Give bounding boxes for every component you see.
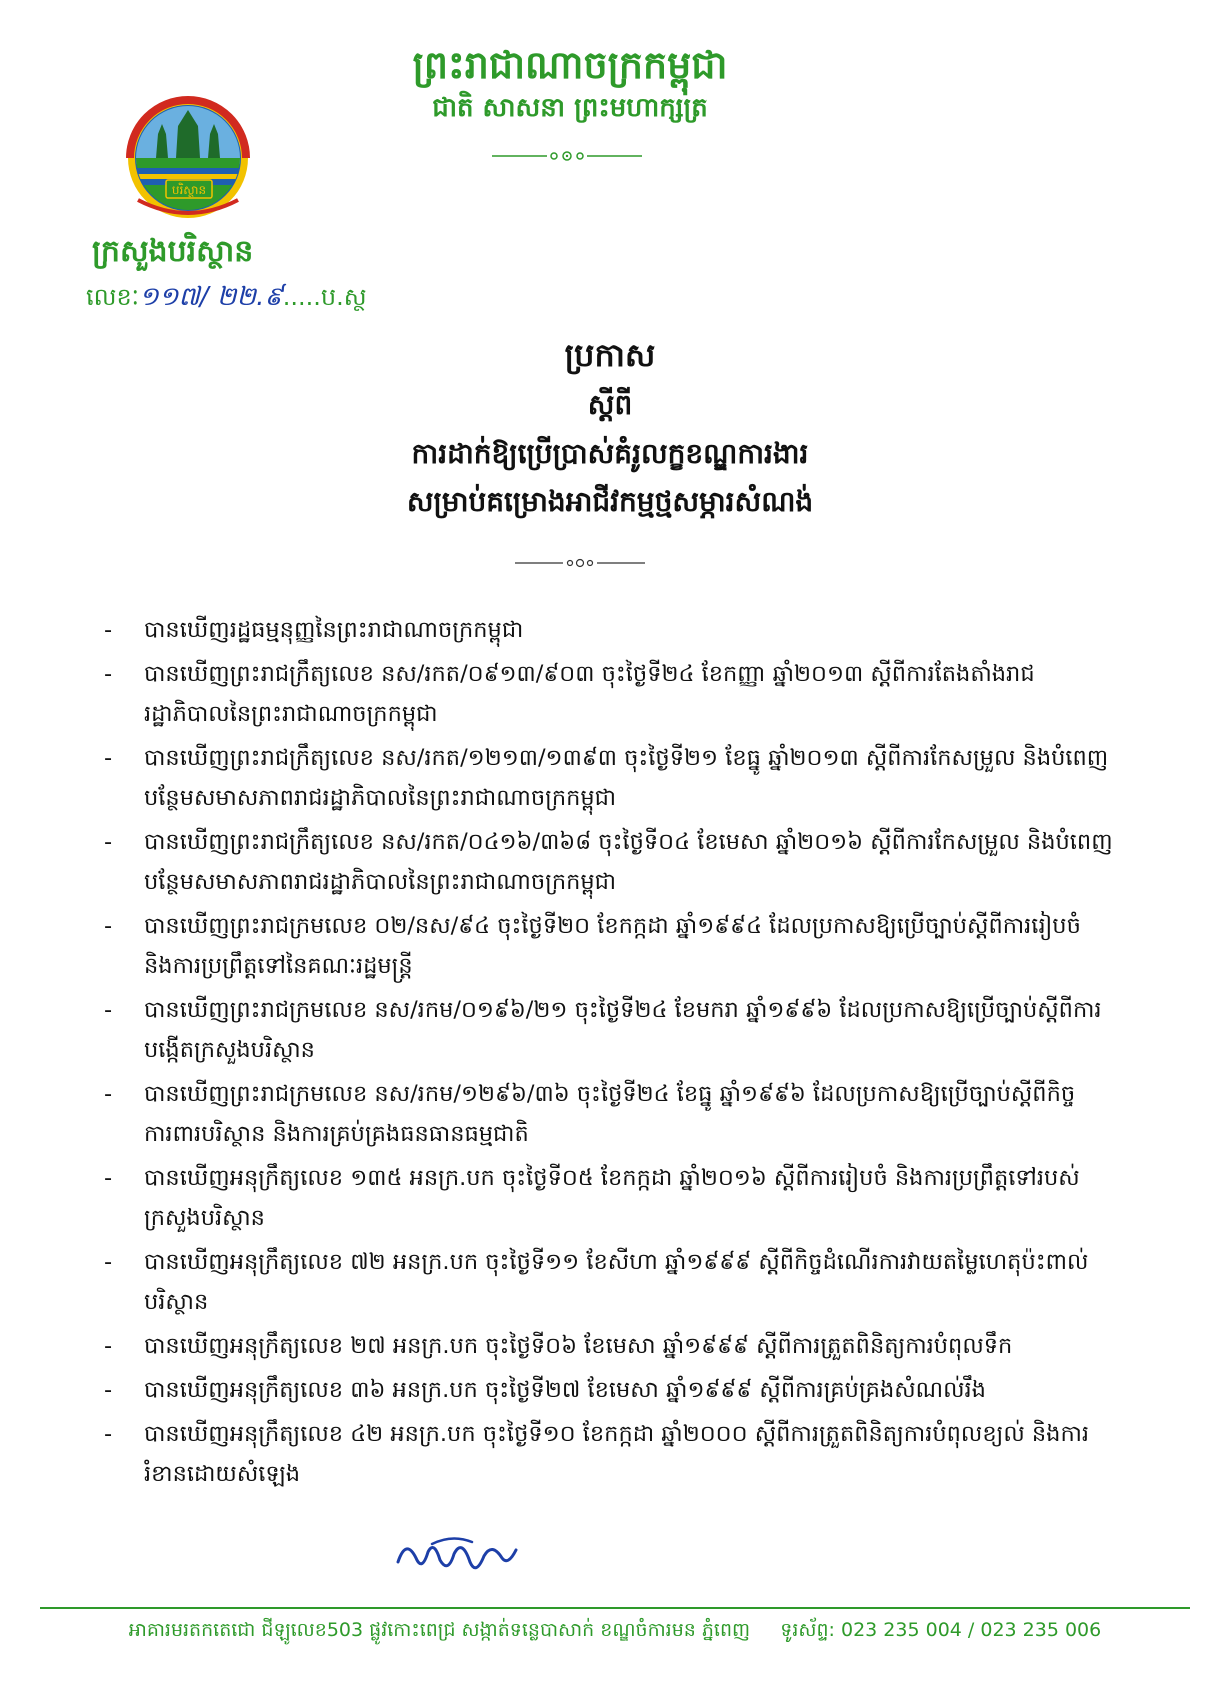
clause-marker: - xyxy=(104,1421,113,1447)
clause-text: បានឃើញព្រះរាជក្រមលេខ ០២/នស/៩៤ ចុះថ្ងៃទី២០ ខែកក្កដា ឆ្នាំ១៩៩៤ ដែលប្រកាសឱ្យប្រើច្បាប់ស្តីពីការរៀបចំ និងការប្រព្រឹត្តទៅនៃគណៈរដ្ឋមន្ត្រី xyxy=(144,913,1081,979)
kingdom-name: ព្រះរាជាណាចក្រកម្ពុជា xyxy=(412,43,728,87)
clause-text: បានឃើញអនុក្រឹត្យលេខ ៧២ អនក្រ.បក ចុះថ្ងៃទី១១ ខែសីហា ឆ្នាំ១៩៩៩ ស្តីពីកិច្ចដំណើរការវាយតម្លៃហេតុប៉ះពាល់បរិស្ថាន xyxy=(144,1249,1089,1315)
clause-text: បានឃើញព្រះរាជក្រឹត្យលេខ នស/រកត/០៤១៦/៣៦៨ ចុះថ្ងៃទី០៤ ខែមេសា ឆ្នាំ២០១៦ ស្តីពីការកែសម្រួល និងបំពេញបន្ថែមសមាសភាពរាជរដ្ឋាភិបាលនៃព្រះរាជាណាចក្រកម្ពុជា xyxy=(144,829,1113,895)
clause-marker: - xyxy=(104,997,113,1023)
ministry-name: ក្រសួងបរិស្ថាន xyxy=(92,234,254,269)
header-ornament xyxy=(492,148,642,164)
clause-item xyxy=(104,1370,1114,1410)
document-title xyxy=(300,330,920,526)
reference-prefix: លេខៈ xyxy=(86,283,140,311)
clause-item xyxy=(104,1242,1114,1322)
clause-text: បានឃើញអនុក្រឹត្យលេខ ៣៦ អនក្រ.បក ចុះថ្ងៃទី២៧ ខែមេសា ឆ្នាំ១៩៩៩ ស្តីពីការគ្រប់គ្រងសំណល់រឹង xyxy=(144,1377,986,1403)
clause-item xyxy=(104,654,1114,734)
clause-item xyxy=(104,1158,1114,1238)
clause-text: បានឃើញព្រះរាជក្រមលេខ នស/រកម/០១៩៦/២១ ចុះថ្ងៃទី២៤ ខែមករា ឆ្នាំ១៩៩៦ ដែលប្រកាសឱ្យប្រើច្បាប់ស្តីពីការបង្កើតក្រសួងបរិស្ថាន xyxy=(144,997,1102,1063)
footer xyxy=(40,1618,1190,1646)
clause-text: បានឃើញអនុក្រឹត្យលេខ ៤២ អនក្រ.បក ចុះថ្ងៃទី១០ ខែកក្កដា ឆ្នាំ២០០០ ស្តីពីការត្រួតពិនិត្យការបំពុលខ្យល់ និងការរំខានដោយសំឡេង xyxy=(144,1421,1090,1487)
subject-line-2: សម្រាប់គម្រោងអាជីវកម្មថ្មសម្ភារសំណង់ xyxy=(406,485,814,518)
clause-marker: - xyxy=(104,617,113,643)
title-ornament xyxy=(515,556,645,570)
clause-marker: - xyxy=(104,1165,113,1191)
clause-item xyxy=(104,1326,1114,1366)
clause-text: បានឃើញរដ្ឋធម្មនុញ្ញនៃព្រះរាជាណាចក្រកម្ពុជា xyxy=(144,617,524,643)
clause-item xyxy=(104,610,1114,650)
clause-marker: - xyxy=(104,745,113,771)
clause-text: បានឃើញព្រះរាជក្រមលេខ នស/រកម/១២៩៦/៣៦ ចុះថ្ងៃទី២៤ ខែធ្នូ ឆ្នាំ១៩៩៦ ដែលប្រកាសឱ្យប្រើច្បាប់ស្តីពីកិច្ចការពារបរិស្ថាន និងការគ្រប់គ្រងធនធានធម្មជាតិ xyxy=(144,1081,1076,1147)
clause-text: បានឃើញអនុក្រឹត្យលេខ ២៧ អនក្រ.បក ចុះថ្ងៃទី០៦ ខែមេសា ឆ្នាំ១៩៩៩ ស្តីពីការត្រួតពិនិត្យការបំពុលទឹក xyxy=(144,1333,1013,1359)
clause-marker: - xyxy=(104,661,113,687)
reference-suffix: .....ប.ស្ថ xyxy=(282,283,367,311)
clause-item xyxy=(104,990,1114,1070)
footer-divider xyxy=(40,1607,1190,1609)
reference-handwritten-number: ១១៧/ ២២.៩ xyxy=(139,282,283,312)
footer-phone: 023 235 004 / 023 235 006 xyxy=(841,1619,1102,1641)
clause-marker: - xyxy=(104,1081,113,1107)
clause-item xyxy=(104,822,1114,902)
clause-marker: - xyxy=(104,1249,113,1275)
clause-text: បានឃើញអនុក្រឹត្យលេខ ១៣៥ អនក្រ.បក ចុះថ្ងៃទី០៥ ខែកក្កដា ឆ្នាំ២០១៦ ស្តីពីការរៀបចំ និងការប្រព្រឹត្តទៅរបស់ក្រសួងបរិស្ថាន xyxy=(144,1165,1080,1231)
footer-address: អាគារមរតកតេជោ ជីឡូលេខ503 ផ្លូវកោះពេជ្រ សង្កាត់ទន្លេបាសាក់ ខណ្ឌចំការមន ភ្នំពេញ xyxy=(128,1619,751,1641)
clause-item xyxy=(104,906,1114,986)
clause-text: បានឃើញព្រះរាជក្រឹត្យលេខ នស/រកត/០៩១៣/៩០៣ ចុះថ្ងៃទី២៤ ខែកញ្ញា ឆ្នាំ២០១៣ ស្តីពីការតែងតាំងរាជរដ្ឋាភិបាលនៃព្រះរាជាណាចក្រកម្ពុជា xyxy=(144,661,1035,727)
clause-marker: - xyxy=(104,1333,113,1359)
handwritten-initial xyxy=(392,1532,522,1582)
clause-marker: - xyxy=(104,913,113,939)
ministry-logo xyxy=(118,96,258,226)
reference-number xyxy=(86,280,367,318)
subject-line-1: ការដាក់ឱ្យប្រើប្រាស់គំរូលក្ខខណ្ឌការងារ xyxy=(411,437,809,470)
kingdom-header xyxy=(370,42,770,128)
title-about: ស្តីពី xyxy=(587,388,633,421)
footer-phone-label: ទូរស័ព្ទ: xyxy=(780,1619,835,1641)
logo-text: បរិស្ថាន xyxy=(171,183,207,197)
clause-item xyxy=(104,1074,1114,1154)
clause-item xyxy=(104,738,1114,818)
clause-item xyxy=(104,1414,1114,1494)
clause-text: បានឃើញព្រះរាជក្រឹត្យលេខ នស/រកត/១២១៣/១៣៩៣ ចុះថ្ងៃទី២១ ខែធ្នូ ឆ្នាំ២០១៣ ស្តីពីការកែសម្រួល និងបំពេញបន្ថែមសមាសភាពរាជរដ្ឋាភិបាលនៃព្រះរាជាណាចក្រកម្ពុជា xyxy=(144,745,1109,811)
preamble-clauses xyxy=(104,610,1114,1498)
document-type: ប្រកាស xyxy=(564,336,656,374)
clause-marker: - xyxy=(104,829,113,855)
clause-marker: - xyxy=(104,1377,113,1403)
national-motto: ជាតិ សាសនា ព្រះមហាក្សត្រ xyxy=(432,93,708,123)
